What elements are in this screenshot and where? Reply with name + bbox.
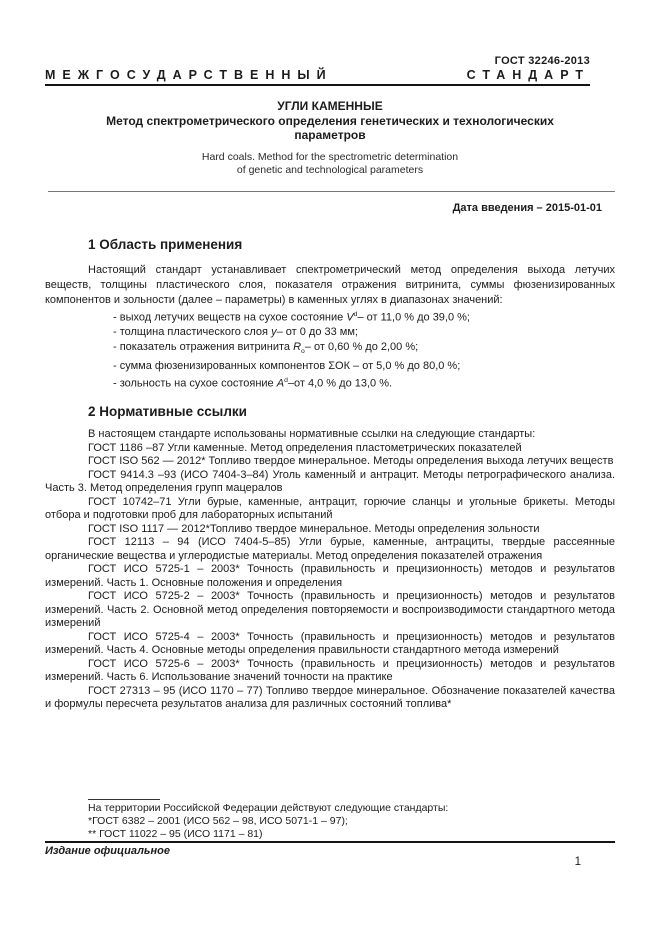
scope-list [45,308,615,391]
footnote-separator [88,799,160,800]
effective-date: Дата введения – 2015-01-01 [452,202,602,214]
reference-item: ГОСТ ИСО 5725-6 – 2003* Точность (правильность и прецизионность) методов и результатов измерений. Часть 6. Использование значений точности на практике [45,657,615,683]
scope-list-item: - толщина пластического слоя y– от 0 до 33 мм; [113,326,358,339]
page-number: 1 [574,856,581,868]
scope-list-item: - сумма фюзенизированных компонентов ΣОК – от 5,0 % до 80,0 %; [113,360,461,373]
reference-item: ГОСТ 10742–71 Угли бурые, каменные, антрацит, горючие сланцы и угольные брикеты. Методы отбора и подготовки проб для лабораторных испытаний [45,495,615,521]
references-intro: В настоящем стандарте использованы нормативные ссылки на следующие стандарты: [88,428,536,440]
page-content [45,55,615,712]
footer-rule [45,841,615,843]
header-gost-number: ГОСТ 32246-2013 [494,55,590,67]
reference-item: ГОСТ ИСО 5725-4 – 2003* Точность (правильность и прецизионность) методов и результатов измерений. Часть 4. Основные методы определения правильности стандартного метода измерений [45,630,615,656]
reference-item: ГОСТ 27313 – 95 (ИСО 1170 – 77) Топливо твердое минеральное. Обозначение показателей качества и формулы пересчета результатов анализа для различных состояний топлива* [45,684,615,710]
footnote-item: ** ГОСТ 11022 – 95 (ИСО 1171 – 81) [88,828,263,840]
doc-subtitle-line2: параметров [294,128,366,142]
reference-item: ГОСТ ИСО 5725-1 – 2003* Точность (правильность и прецизионность) методов и результатов измерений. Часть 1. Основные положения и определения [45,563,615,589]
title-block [45,99,615,177]
reference-item: ГОСТ 1186 –87 Угли каменные. Метод определения пластометрических показателей [88,441,522,454]
doc-subtitle-line1: Метод спектрометрического определения генетических и технологических [106,114,554,128]
references-list [45,442,615,712]
standard-word-1: МЕЖГОСУДАРСТВЕННЫЙ [45,68,333,82]
doc-title-en-line1: Hard coals. Method for the spectrometric determination [201,151,459,163]
section-2-heading: 2 Нормативные ссылки [88,404,247,419]
divider-rule [48,191,615,192]
scope-list-item: - выход летучих веществ на сухое состояние $V^d-$ от 11,0 % до 39,0 %; [113,311,470,324]
scope-paragraph: Настоящий стандарт устанавливает спектрометрический метод определения выхода летучих веществ, толщины пластического слоя, показателя отражения витринита, суммы фюзенизированных компонентов и зольности (далее – параметры) в каменных углях в диапазонах значений: [45,264,615,306]
scope-list-item: - показатель отражения витринита $R_o-$ от 0,60 % до 2,00 %; [113,340,419,355]
document-header [45,55,590,86]
footnote-intro: На территории Российской Федерации действуют следующие стандарты: [88,802,449,814]
scope-list-item: - зольность на сухое состояние $A^d-от$ 4,0 % до 13,0 %. [113,376,393,390]
reference-item: ГОСТ ISO 562 — 2012* Топливо твердое минеральное. Методы определения выхода летучих веществ [88,455,614,467]
edition-label: Издание официальное [45,845,170,857]
footnote-item: *ГОСТ 6382 – 2001 (ИСО 562 – 98, ИСО 5071-1 – 97); [88,815,348,827]
standard-type-label [45,68,590,82]
section-1-heading: 1 Область применения [88,237,243,252]
footnotes-block [45,799,615,841]
reference-item: ГОСТ 9414.3 –93 (ИСО 7404-3–84) Уголь каменный и антрацит. Методы петрографического анализа. Часть 3. Метод определения групп мацералов [45,468,615,494]
header-rule [45,84,590,86]
doc-title-en-line2: of genetic and technological parameters [236,164,424,176]
reference-item: ГОСТ ISO 1117 — 2012*Топливо твердое минеральное. Методы определения зольности [88,522,540,535]
reference-item: ГОСТ 12113 – 94 (ИСО 7404-5–85) Угли бурые, каменные, антрациты, твердые рассеянные органические вещества и углеродистые материалы. Метод определения показателей отражения [45,536,615,562]
reference-item: ГОСТ ИСО 5725-2 – 2003* Точность (правильность и прецизионность) методов и результатов измерений. Часть 2. Основной метод определения повторяемости и воспроизводимости стандартного метода измерений [45,590,615,629]
doc-title: УГЛИ КАМЕННЫЕ [277,99,383,113]
standard-word-2: СТАНДАРТ [466,68,590,82]
